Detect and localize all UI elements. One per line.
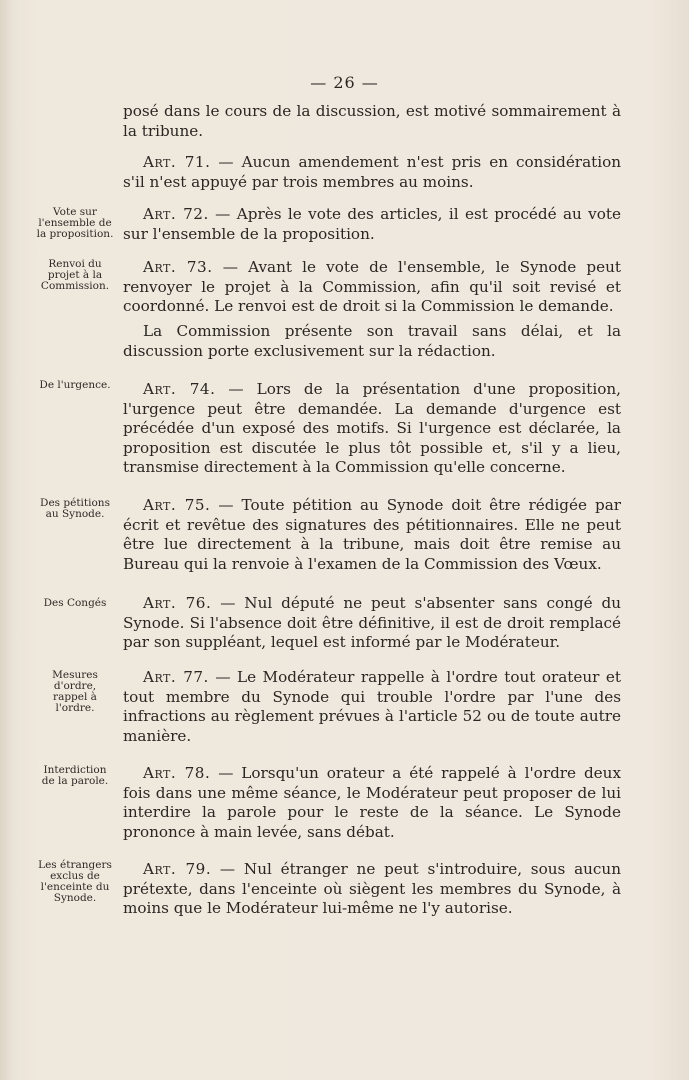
- article-label: Art. 78.: [143, 764, 211, 782]
- article-75: [123, 496, 621, 574]
- article-73-paragraph-2: [123, 322, 621, 361]
- article-71: [123, 153, 621, 192]
- article-text: — Aucun amendement n'est pris en considération s'il n'est appuyé par trois membres au moins.: [123, 153, 622, 191]
- article-text: — Nul député ne peut s'absenter sans congé du Synode. Si l'absence doit être définitive, il est de droit remplacé par son suppléant, lequel est informé par le Modérateur.: [123, 594, 622, 652]
- article-text: — Nul étranger ne peut s'introduire, sous aucun prétexte, dans l'enceinte où siègent les membres du Synode, à moins que le Modérateur lui-même ne l'y autorise.: [123, 860, 621, 918]
- article-text: — Après le vote des articles, il est procédé au vote sur l'ensemble de la proposition.: [123, 205, 621, 243]
- article-label: Art. 79.: [143, 860, 212, 878]
- article-label: Art. 71.: [143, 153, 211, 171]
- article-label: Art. 74.: [143, 380, 216, 398]
- article-label: Art. 72.: [143, 205, 209, 223]
- article-text: — Toute pétition au Synode doit être rédigée par écrit et revêtue des signatures des pétitionnaires. Elle ne peut être lue directement à la tribune, mais doit être remise au Bureau qui la renvoie à l'examen de la Commission des Vœux.: [123, 496, 622, 573]
- article-text: — Lorsqu'un orateur a été rappelé à l'ordre deux fois dans une même séance, le Modérateur peut proposer de lui interdire la parole pour le reste de la séance. Le Synode prononce à main levée, sans débat.: [123, 764, 622, 841]
- page-number: — 26 —: [310, 73, 379, 92]
- article-text: — Avant le vote de l'ensemble, le Synode peut renvoyer le projet à la Commission, afin qu'il soit revisé et coordonné. Le renvoi est de droit si la Commission le demande.: [123, 258, 622, 316]
- article-78: [123, 764, 621, 842]
- margin-note-renvoi: Renvoi du projet à la Commission.: [40, 258, 110, 292]
- margin-note-etrangers: Les étrangers exclus de l'enceinte du Synode.: [38, 859, 112, 904]
- article-label: Art. 77.: [143, 668, 209, 686]
- margin-note-vote: Vote sur l'ensemble de la proposition.: [36, 206, 114, 240]
- article-72: [123, 205, 621, 244]
- article-text: — Lors de la présentation d'une proposition, l'urgence peut être demandée. La demande d'urgence est précédée d'un exposé des motifs. Si l'urgence est déclarée, la proposition est discutée le plus tôt possible et, s'il y a lieu, transmise directement à la Commission qu'elle concerne.: [123, 380, 621, 477]
- article-text: La Commission présente son travail sans délai, et la discussion porte exclusivement sur la rédaction.: [123, 322, 621, 360]
- margin-note-urgence: De l'urgence.: [39, 379, 111, 391]
- margin-note-interdiction: Interdiction de la parole.: [41, 764, 109, 787]
- margin-note-mesures: Mesures d'ordre, rappel à l'ordre.: [52, 669, 98, 714]
- article-76: [123, 594, 621, 653]
- article-77: [123, 668, 621, 746]
- article-73: [123, 258, 621, 317]
- margin-note-conges: Des Congés: [43, 597, 107, 609]
- article-label: Art. 73.: [143, 258, 213, 276]
- article-label: Art. 75.: [143, 496, 211, 514]
- continuation-paragraph: posé dans le cours de la discussion, est motivé sommairement à la tribune.: [123, 102, 621, 140]
- article-74: [123, 380, 621, 478]
- margin-note-petitions: Des pétitions au Synode.: [40, 497, 110, 520]
- article-label: Art. 76.: [143, 594, 212, 612]
- article-text: — Le Modérateur rappelle à l'ordre tout orateur et tout membre du Synode qui trouble l'ordre par l'une des infractions au règlement prévues à l'article 52 ou de toute autre manière.: [123, 668, 621, 745]
- article-79: [123, 860, 621, 919]
